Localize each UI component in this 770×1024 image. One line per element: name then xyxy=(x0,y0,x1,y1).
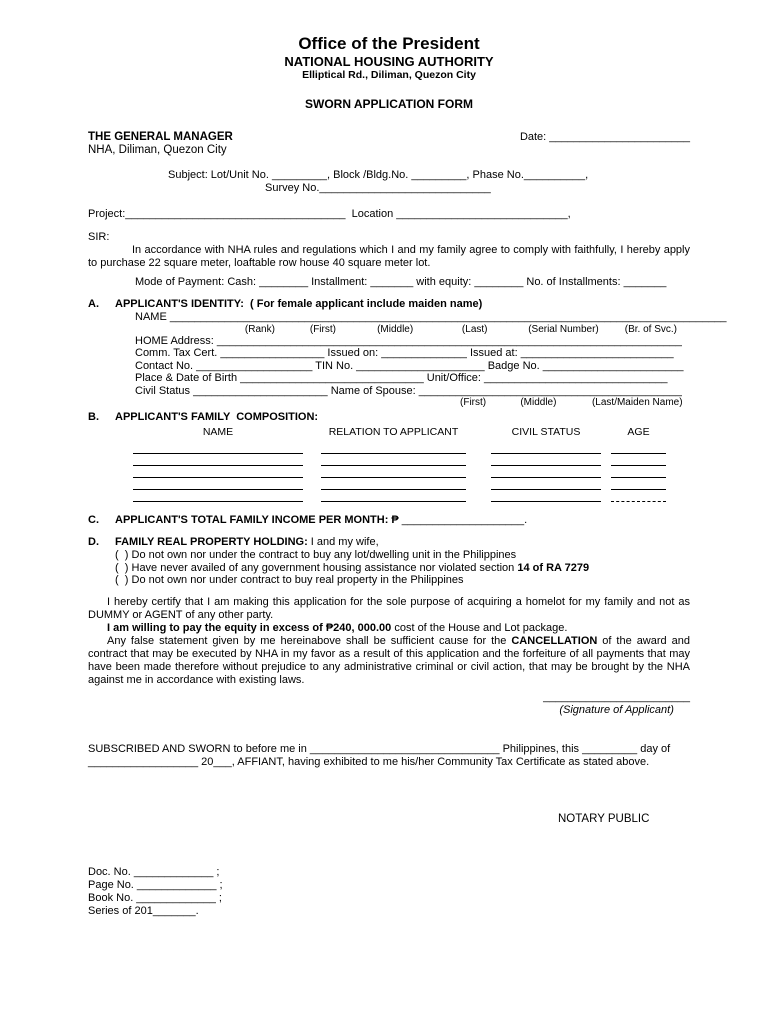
spouse-sublabels-row xyxy=(460,397,690,408)
sublabel-spouse-middle: (Middle) xyxy=(520,397,557,408)
signature-label: (Signature of Applicant) xyxy=(559,703,674,716)
notarial-registry-block xyxy=(88,866,690,918)
blank-civil-status-cell xyxy=(491,478,601,490)
checkbox-item-3: ( ) Do not own nor under contract to buy real property in the Philippines xyxy=(115,574,464,586)
blank-age-cell xyxy=(611,454,666,466)
mode-of-payment-line: Mode of Payment: Cash: ________ Installment: _______ with equity: ________ No. of Installments: _______ xyxy=(135,276,667,288)
subject-block xyxy=(88,169,690,195)
section-c-row xyxy=(88,514,690,527)
blank-civil-status-cell xyxy=(491,490,601,502)
jurat-block xyxy=(88,743,690,769)
checkbox-item-1: ( ) Do not own nor under the contract to buy any lot/dwelling unit in the Philippines xyxy=(115,549,517,561)
section-b-heading-row xyxy=(88,411,690,424)
column-name: NAME xyxy=(202,426,234,438)
blank-relation-cell xyxy=(321,454,466,466)
birth-unit-office-line: Place & Date of Birth ______________________________ Unit/Office: ______________________________ xyxy=(135,372,668,384)
family-table-row xyxy=(133,442,690,454)
family-table-row xyxy=(133,454,690,466)
blank-age-cell xyxy=(611,478,666,490)
checkbox-item-2 xyxy=(115,562,690,575)
section-d-heading-tail: I and my wife, xyxy=(307,536,379,548)
false-statement-post: of the award and contract that may be executed by NHA in my favor as a result of this application and the forfeiture of all payments that may have been made therefore without prejudice to any administrative criminal or civil action, that may be brought by the NHA against me in accordance with existing laws. xyxy=(88,634,690,686)
section-d-heading: FAMILY REAL PROPERTY HOLDING: xyxy=(115,536,308,548)
sir-block xyxy=(88,231,690,270)
blank-name-cell xyxy=(133,490,303,502)
series-line: Series of 201_______. xyxy=(88,904,199,917)
family-table-row xyxy=(133,478,690,490)
blank-relation-cell xyxy=(321,490,466,502)
certification-paragraph-3 xyxy=(88,635,690,687)
jurat-line-1: SUBSCRIBED AND SWORN to before me in _______________________________ Philippines, this _________ day of xyxy=(88,742,671,755)
addressee-manager: THE GENERAL MANAGER xyxy=(88,131,233,143)
doc-no-line: Doc. No. _____________ ; xyxy=(88,865,220,878)
section-a-label: A. xyxy=(88,298,99,310)
blank-relation-cell xyxy=(321,442,466,454)
certification-paragraph-1: I hereby certify that I am making this application for the sole purpose of acquiring a homelot for my family and not as DUMMY or AGENT of any other party. xyxy=(88,595,690,621)
section-a-fields xyxy=(135,311,727,408)
sublabel-middle: (Middle) xyxy=(377,323,414,335)
section-d-heading-row xyxy=(88,536,690,549)
false-statement-pre: Any false statement given by me hereinabove shall be sufficient cause for the xyxy=(107,634,512,647)
subject-line: Subject: Lot/Unit No. _________, Block /Bldg.No. _________, Phase No.__________, xyxy=(168,169,589,181)
blank-civil-status-cell xyxy=(491,454,601,466)
equity-amount-bold: I am willing to pay the equity in excess of ₱240, 000.00 xyxy=(107,621,392,634)
column-age: AGE xyxy=(627,426,650,438)
section-d-label: D. xyxy=(88,536,99,548)
salutation: SIR: xyxy=(88,231,110,243)
civil-status-spouse-line: Civil Status ______________________ Name of Spouse: ___________________________________________ xyxy=(135,384,682,397)
addressee-location: NHA, Diliman, Quezon City xyxy=(88,144,227,156)
sublabel-first: (First) xyxy=(309,323,336,335)
blank-age-cell xyxy=(611,466,666,478)
sublabel-rank: (Rank) xyxy=(244,323,275,335)
jurat-line-2: __________________ 20___, AFFIANT, having exhibited to me his/her Community Tax Certificate as stated above. xyxy=(88,755,650,768)
project-location-line: Project:____________________________________ Location ____________________________, xyxy=(88,208,571,220)
office-title: Office of the President xyxy=(298,34,480,53)
family-composition-table xyxy=(133,426,690,502)
blank-relation-cell xyxy=(321,478,466,490)
sublabel-last: (Last) xyxy=(461,323,488,335)
authority-title: NATIONAL HOUSING AUTHORITY xyxy=(284,54,494,69)
home-address-line: HOME Address: ____________________________________________________________________________ xyxy=(135,334,682,347)
certification-paragraph-2 xyxy=(88,622,690,635)
contact-tin-badge-line: Contact No. ___________________ TIN No. _____________________ Badge No. _______________________ xyxy=(135,359,684,372)
addressee-lines xyxy=(88,131,233,157)
certification-block xyxy=(88,596,690,687)
section-a-heading: APPLICANT'S IDENTITY: ( For female applicant include maiden name) xyxy=(115,298,483,310)
blank-age-cell-dashed xyxy=(611,490,666,502)
column-civil-status: CIVIL STATUS xyxy=(511,426,581,438)
name-sublabels-row xyxy=(230,324,690,335)
family-table-row xyxy=(133,466,690,478)
cancellation-bold: CANCELLATION xyxy=(511,634,598,647)
family-table-row xyxy=(133,490,690,502)
letterhead xyxy=(88,34,690,111)
name-field-line: NAME ___________________________________________________________________________________________ xyxy=(135,311,727,323)
authority-address: Elliptical Rd., Diliman, Quezon City xyxy=(302,69,476,81)
blank-name-cell xyxy=(133,454,303,466)
checkbox-item-2-bold: 14 of RA 7279 xyxy=(517,561,590,574)
notary-public-label: NOTARY PUBLIC xyxy=(558,812,650,825)
blank-age-cell xyxy=(611,442,666,454)
blank-name-cell xyxy=(133,466,303,478)
section-b-heading: APPLICANT'S FAMILY COMPOSITION: xyxy=(115,411,319,423)
section-c-heading: APPLICANT'S TOTAL FAMILY INCOME PER MONTH: ₱ xyxy=(115,514,399,526)
blank-name-cell xyxy=(133,442,303,454)
section-d-heading-line xyxy=(115,536,379,549)
blank-civil-status-cell xyxy=(491,466,601,478)
section-d-items xyxy=(115,549,690,587)
sublabel-branch-of-service: (Br. of Svc.) xyxy=(624,323,677,335)
section-c-label: C. xyxy=(88,514,99,526)
signature-line: ________________________ xyxy=(543,690,690,703)
sublabel-spouse-last-maiden: (Last/Maiden Name) xyxy=(591,397,683,408)
blank-civil-status-cell xyxy=(491,442,601,454)
survey-line: Survey No.____________________________ xyxy=(265,182,491,194)
addressee-block xyxy=(88,131,690,157)
section-b-label: B. xyxy=(88,411,99,423)
signature-block xyxy=(543,691,690,717)
intro-paragraph: In accordance with NHA rules and regulations which I and my family agree to comply with faithfully, I hereby apply to purchase 22 square meter, loaftable row house 40 square meter lot. xyxy=(88,244,690,269)
equity-rest: cost of the House and Lot package. xyxy=(391,621,568,634)
sublabel-spouse-first: (First) xyxy=(460,397,487,408)
blank-name-cell xyxy=(133,478,303,490)
section-a-heading-row xyxy=(88,298,690,311)
blank-relation-cell xyxy=(321,466,466,478)
sublabel-serial-number: (Serial Number) xyxy=(528,323,599,335)
page-no-line: Page No. _____________ ; xyxy=(88,878,223,891)
book-no-line: Book No. _____________ ; xyxy=(88,891,222,904)
community-tax-line: Comm. Tax Cert. _________________ Issued on: ______________ Issued at: _________________________ xyxy=(135,347,674,359)
form-title: SWORN APPLICATION FORM xyxy=(305,97,473,111)
family-table-header xyxy=(133,426,690,439)
income-blank: ____________________. xyxy=(398,514,528,526)
checkbox-item-2-text: ( ) Have never availed of any government housing assistance nor violated section xyxy=(115,561,518,574)
date-field: Date: _______________________ xyxy=(519,131,690,143)
column-relation: RELATION TO APPLICANT xyxy=(328,426,459,438)
